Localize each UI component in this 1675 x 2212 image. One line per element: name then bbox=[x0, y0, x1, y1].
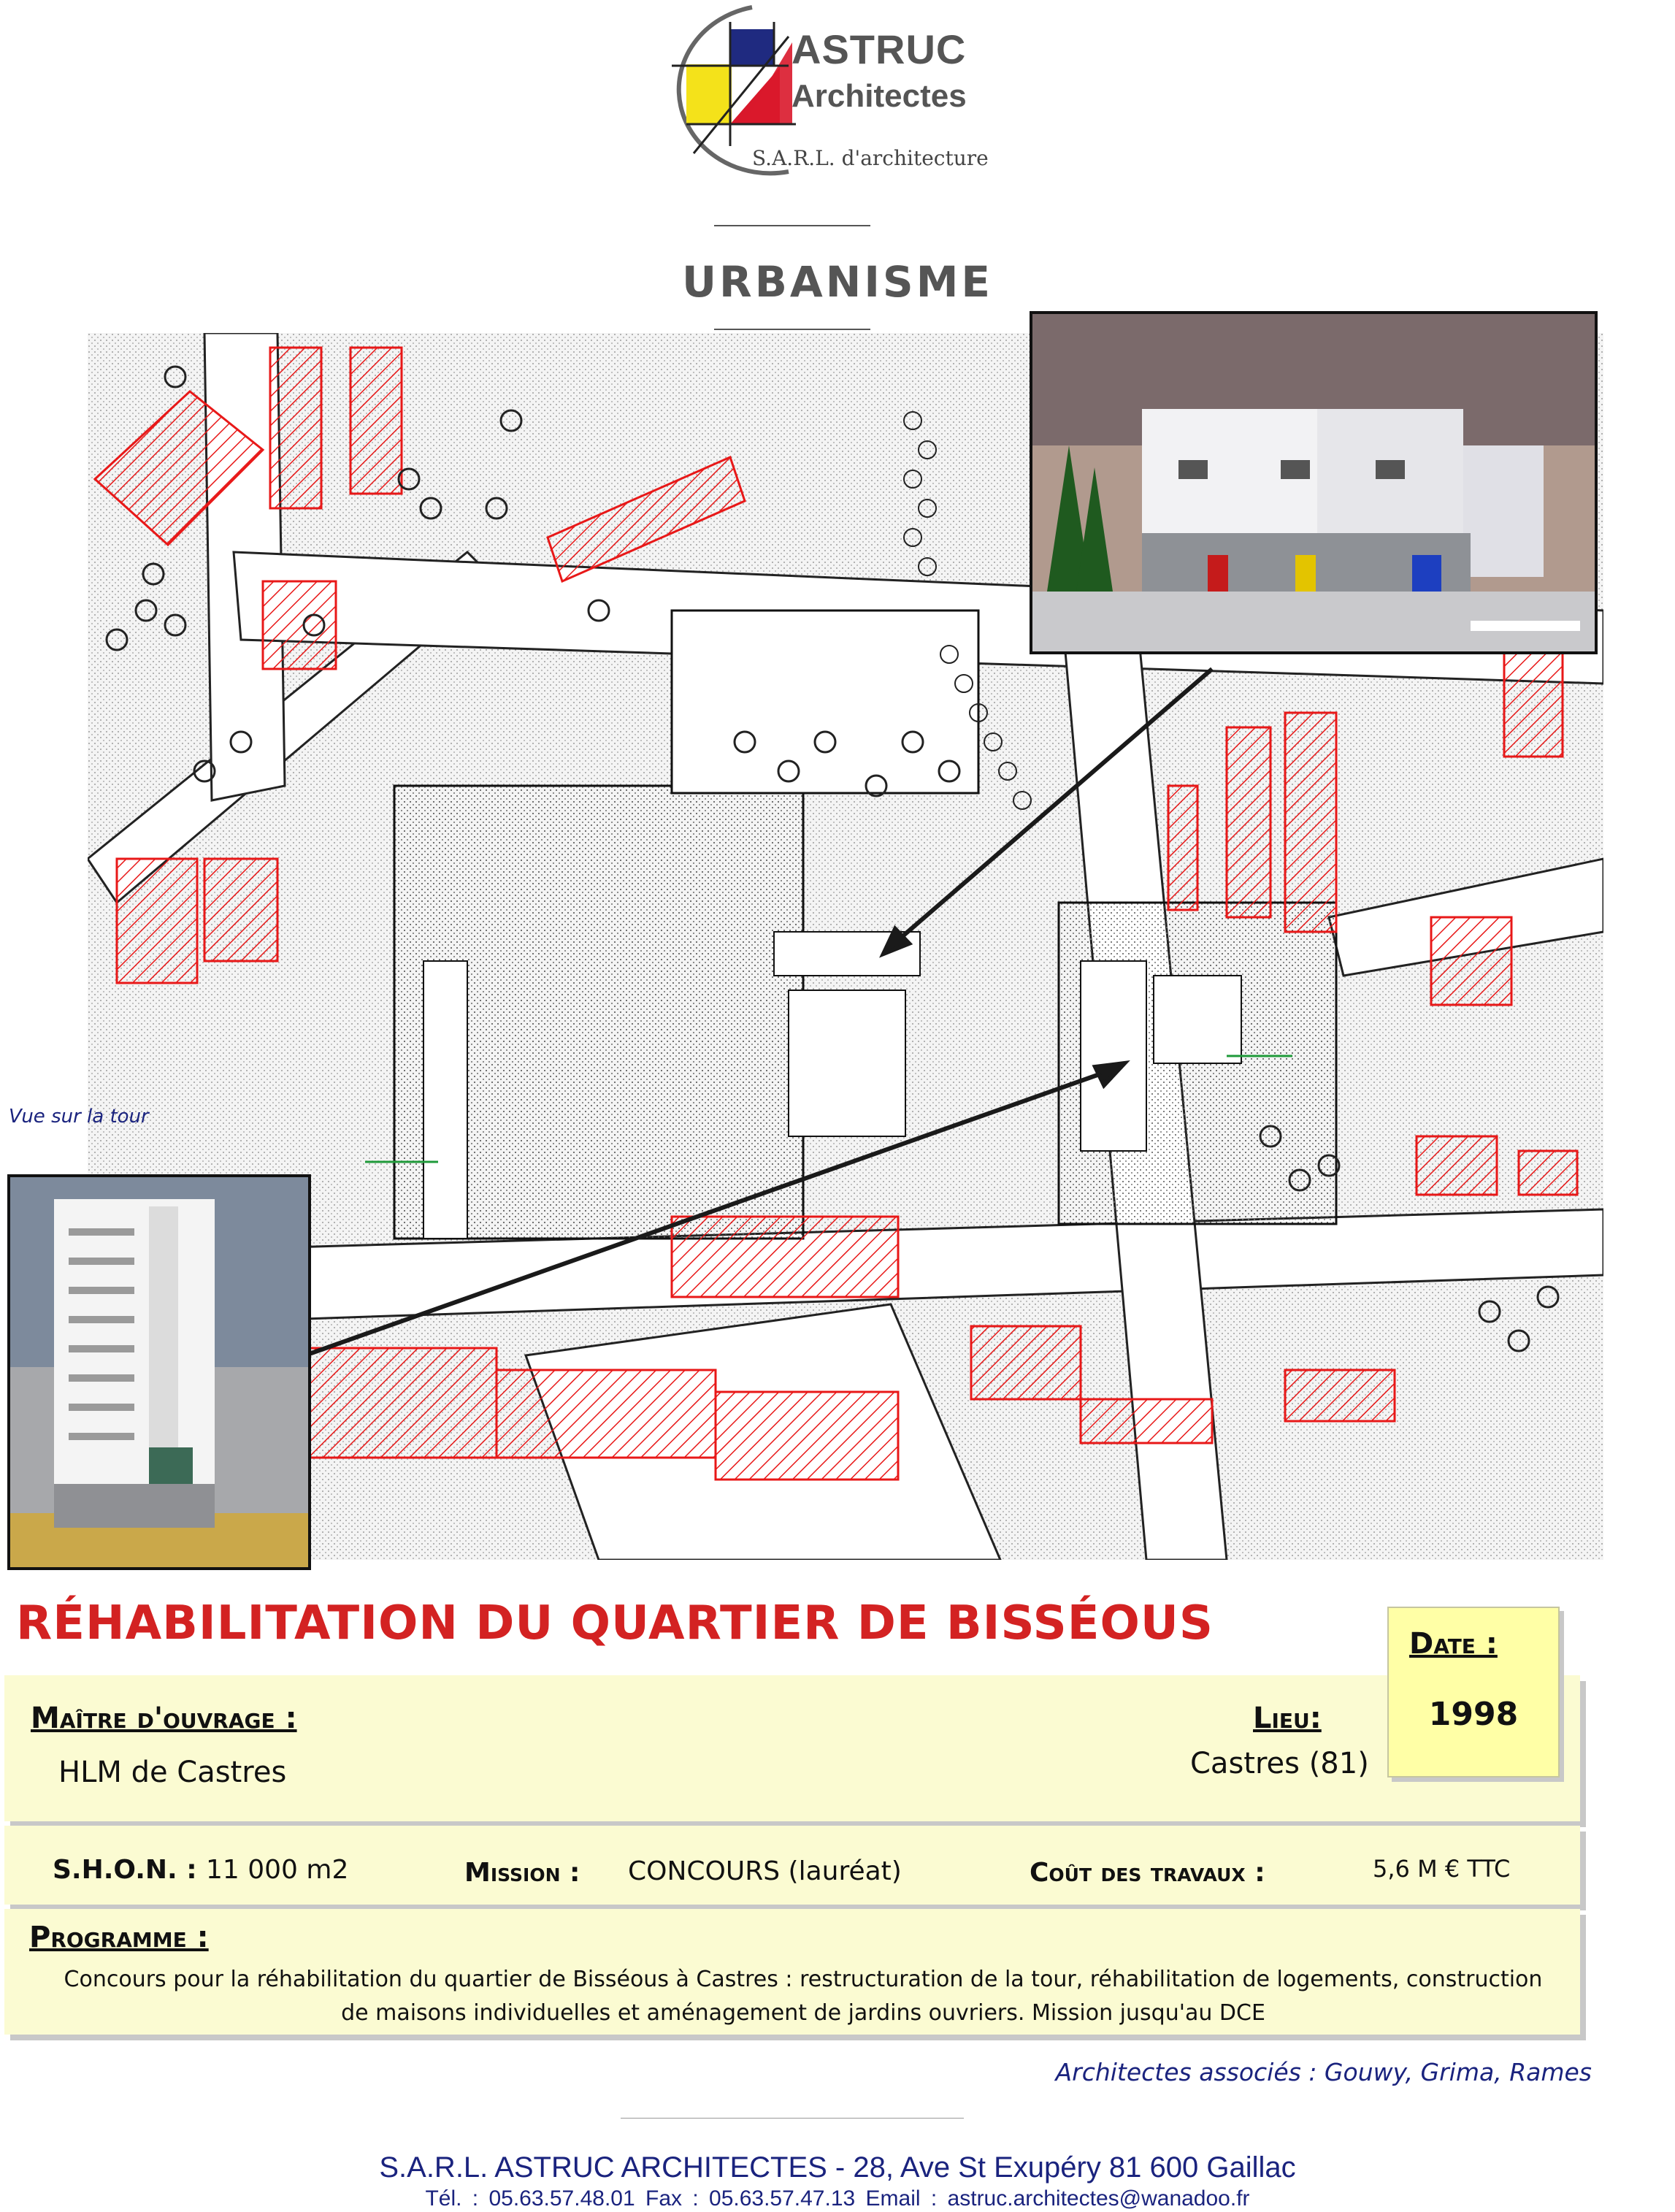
rendering-row-houses bbox=[1030, 311, 1598, 654]
shon-value: 11 000 m2 bbox=[206, 1855, 349, 1885]
lieu-label: Lieu: bbox=[1253, 1702, 1322, 1735]
maitre-value: HLM de Castres bbox=[58, 1756, 287, 1789]
cout-value: 5,6 M € TTC bbox=[1373, 1855, 1511, 1883]
programme-text bbox=[44, 1963, 1563, 2030]
divider bbox=[714, 329, 870, 330]
programme-line-2: de maisons individuelles et aménagement de jardins ouvriers. Mission jusqu'au DCE bbox=[341, 2000, 1265, 2026]
programme-label: Programme : bbox=[29, 1921, 209, 1954]
logo-tagline: S.A.R.L. d'architecture bbox=[752, 146, 989, 170]
date-value: 1998 bbox=[1428, 1696, 1519, 1733]
mission-value: CONCOURS (lauréat) bbox=[628, 1856, 902, 1886]
maitre-label: Maître d'ouvrage : bbox=[31, 1702, 297, 1735]
lieu-value: Castres (81) bbox=[1190, 1747, 1369, 1780]
footer-divider bbox=[621, 2118, 964, 2119]
associates: Architectes associés : Gouwy, Grima, Rames bbox=[1055, 2058, 1592, 2086]
footer-contact: Tél. : 05.63.57.48.01 Fax : 05.63.57.47.13 Email : astruc.architectes@wanadoo.fr bbox=[425, 2186, 1250, 2211]
programme-line-1: Concours pour la réhabilitation du quartier de Bisséous à Castres : restructuration de la tour, réhabilitation de logements, construction bbox=[64, 1967, 1543, 1992]
cout-label: Coût des travaux : bbox=[1030, 1858, 1265, 1888]
project-title: RÉHABILITATION DU QUARTIER DE BISSÉOUS bbox=[16, 1596, 1214, 1650]
rendering-tower bbox=[7, 1174, 311, 1570]
mission-label: Mission : bbox=[464, 1858, 580, 1888]
footer-address: S.A.R.L. ASTRUC ARCHITECTES - 28, Ave St Exupéry 81 600 Gaillac bbox=[379, 2151, 1296, 2184]
date-label: Date : bbox=[1409, 1627, 1498, 1661]
divider bbox=[714, 225, 870, 226]
logo-subtitle: Architectes bbox=[791, 78, 967, 114]
plan-caption: Vue sur la tour bbox=[9, 1106, 149, 1128]
section-heading: URBANISME bbox=[681, 257, 994, 307]
shon-label: S.H.O.N. : bbox=[53, 1855, 197, 1885]
logo-brand: ASTRUC bbox=[791, 26, 967, 72]
